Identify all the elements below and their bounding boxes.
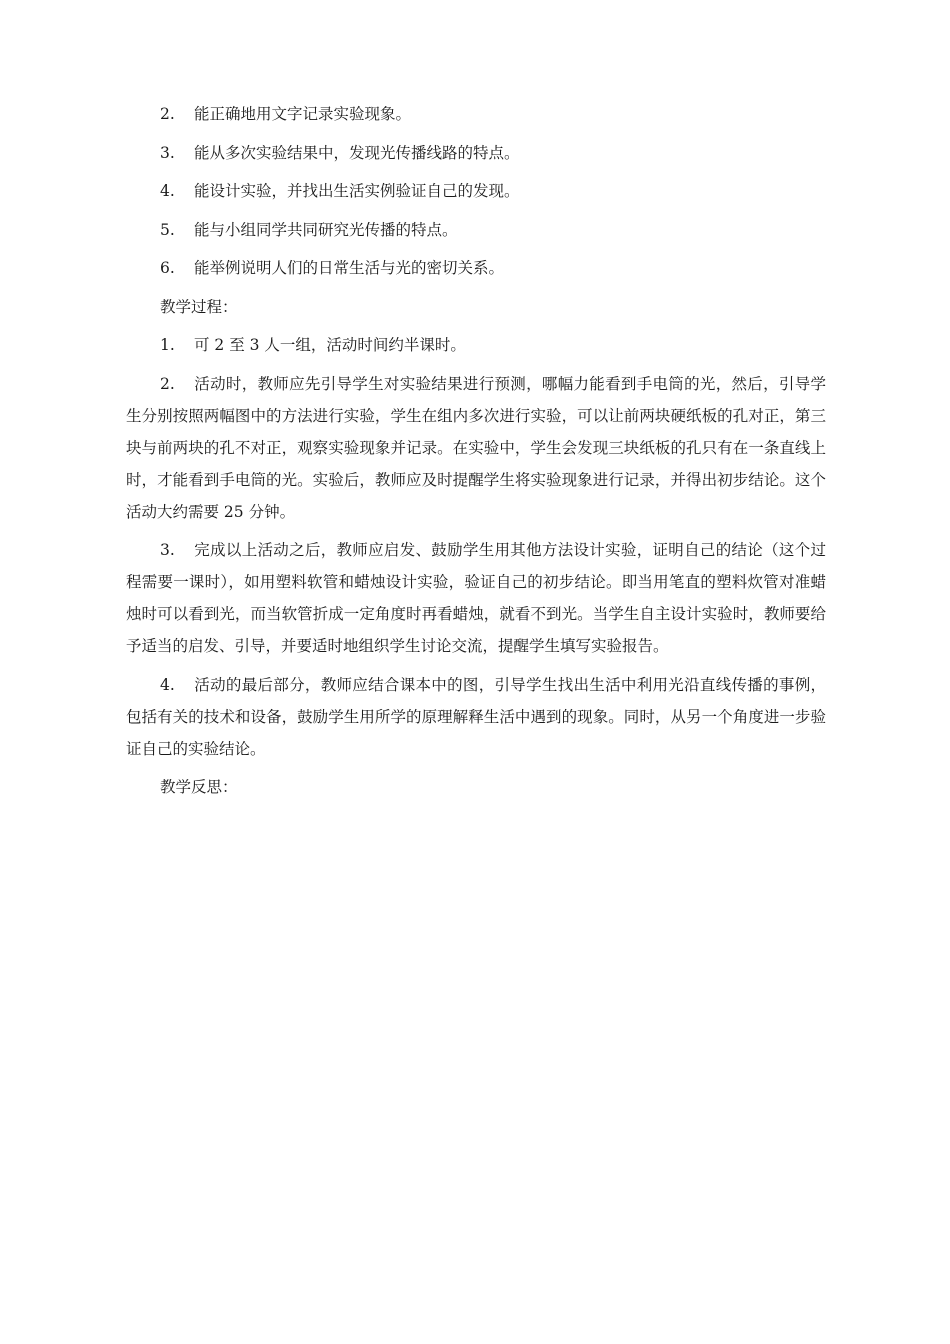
process-step (126, 368, 826, 528)
objective-text: 能设计实验，并找出生活实例验证自己的发现。 (194, 182, 520, 200)
step-number: 3. (160, 541, 175, 559)
objective-item (126, 137, 826, 169)
step-number: 1. (160, 336, 175, 354)
objective-text: 能举例说明人们的日常生活与光的密切关系。 (194, 259, 505, 277)
step-text: 可 2 至 3 人一组，活动时间约半课时。 (194, 336, 466, 354)
objective-number: 2. (160, 105, 175, 123)
step-number: 4. (160, 675, 175, 694)
objective-number: 5. (160, 220, 175, 239)
objective-item (126, 214, 826, 246)
step-number: 2. (160, 374, 175, 393)
objective-item (126, 98, 826, 130)
reflection-heading: 教学反思： (160, 778, 238, 796)
document-body (126, 98, 826, 810)
objective-number: 3. (160, 143, 175, 162)
process-heading: 教学过程： (160, 297, 238, 316)
step-text: 活动时，教师应先引导学生对实验结果进行预测，哪幅力能看到手电筒的光，然后，引导学生分别按照两幅图中的方法进行实验，学生在组内多次进行实验，可以让前两块硬纸板的孔对正，第三块与前两块的孔不对正，观察实验现象并记录。在实验中，学生会发现三块纸板的孔只有在一条直线上时，才能看到手电筒的光。实验后，教师应及时提醒学生将实验现象进行记录，并得出初步结论。这个活动大约需要 25 分钟。 (126, 374, 826, 521)
step-text: 完成以上活动之后，教师应启发、鼓励学生用其他方法设计实验，证明自己的结论（这个过程需要一课时），如用塑料软管和蜡烛设计实验，验证自己的初步结论。即当用笔直的塑料炊管对准蜡烛时可以看到光，而当软管折成一定角度时再看蜡烛，就看不到光。当学生自主设计实验时，教师要给予适当的启发、引导，并要适时地组织学生讨论交流，提醒学生填写实验报告。 (126, 541, 826, 655)
process-step (126, 669, 826, 765)
objective-number: 4. (160, 182, 175, 200)
process-step (126, 329, 826, 361)
objective-text: 能正确地用文字记录实验现象。 (194, 105, 412, 123)
objective-text: 能从多次实验结果中，发现光传播线路的特点。 (194, 143, 520, 162)
objective-item (126, 252, 826, 284)
process-step (126, 534, 826, 662)
objective-number: 6. (160, 259, 175, 277)
objective-item (126, 175, 826, 207)
objective-text: 能与小组同学共同研究光传播的特点。 (194, 220, 458, 239)
step-text: 活动的最后部分，教师应结合课本中的图，引导学生找出生活中利用光沿直线传播的事例，包括有关的技术和设备，鼓励学生用所学的原理解释生活中遇到的现象。同时，从另一个角度进一步验证自己的实验结论。 (126, 675, 826, 758)
